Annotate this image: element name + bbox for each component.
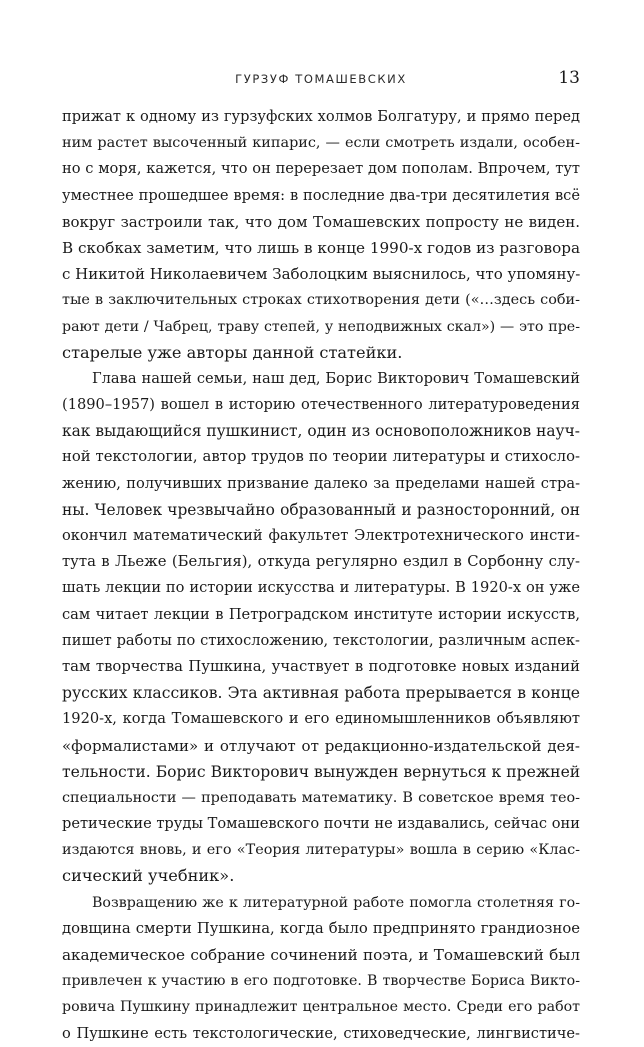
text-line: окончил математический факультет Электротехнического инсти- bbox=[62, 527, 580, 544]
text-line: тельности. Борис Викторович вынужден вернуться к прежней bbox=[62, 762, 581, 781]
text-line: жению, получивших призвание далеко за пределами нашей стра- bbox=[62, 474, 580, 492]
text-line: ретические труды Томашевского почти не издавались, сейчас они bbox=[62, 815, 580, 833]
text-line: с Никитой Николаевичем Заболоцким выяснилось, что упомяну- bbox=[62, 265, 581, 284]
text-line: рают дети / Чабрец, траву степей, у неподвижных скал») — это пре- bbox=[62, 318, 580, 335]
text-line: сический учебник». bbox=[62, 866, 235, 886]
text-line: Возвращению же к литературной работе помогла столетняя го- bbox=[92, 894, 580, 911]
paragraph-3 bbox=[62, 890, 580, 1047]
text-line: довщина смерти Пушкина, когда было предпринято грандиозное bbox=[62, 919, 580, 937]
running-title: ГУРЗУФ ТОМАШЕВСКИХ bbox=[235, 72, 407, 86]
text-line: В скобках заметим, что лишь в конце 1990-х годов из разговора bbox=[62, 238, 580, 257]
text-line: привлечен к участию в его подготовке. В творчестве Бориса Викто- bbox=[62, 973, 580, 990]
text-line: ровича Пушкину принадлежит центральное место. Среди его работ bbox=[62, 999, 580, 1016]
text-line: старелые уже авторы данной статейки. bbox=[62, 342, 403, 362]
text-line: (1890–1957) вошел в историю отечественного литературоведения bbox=[62, 396, 580, 414]
text-line: вокруг застроили так, что дом Томашевских попросту не виден. bbox=[62, 212, 580, 231]
text-line: как выдающийся пушкинист, один из основоположников науч- bbox=[62, 422, 580, 441]
text-line: специальности — преподавать математику. В советское время тео- bbox=[62, 789, 580, 806]
text-line: но с моря, кажется, что он перерезает дом пополам. Впрочем, тут bbox=[62, 160, 580, 178]
running-header bbox=[62, 70, 580, 90]
paragraph-2 bbox=[62, 366, 580, 890]
text-line: уместнее прошедшее время: в последние два-три десятилетия всё bbox=[62, 186, 580, 204]
text-line: ной текстологии, автор трудов по теории литературы и стихосло- bbox=[62, 448, 580, 466]
text-line: ны. Человек чрезвычайно образованный и разносторонний, он bbox=[62, 500, 580, 519]
paragraph-1 bbox=[62, 104, 580, 366]
text-line: «формалистами» и отлучают от редакционно-издательской дея- bbox=[62, 736, 580, 755]
text-line: пишет работы по стихосложению, текстологии, различным аспек- bbox=[62, 631, 580, 649]
text-line: академическое собрание сочинений поэта, и Томашевский был bbox=[62, 946, 580, 964]
text-line: ним растет высоченный кипарис, — если смотреть издали, особен- bbox=[62, 135, 580, 152]
text-line: тута в Льеже (Бельгия), откуда регулярно ездил в Сорбонну слу- bbox=[62, 553, 580, 571]
text-line: 1920-х, когда Томашевского и его единомышленников объявляют bbox=[62, 710, 580, 728]
body-text bbox=[62, 104, 580, 1047]
text-line: там творчества Пушкина, участвует в подготовке новых изданий bbox=[62, 657, 580, 675]
text-line: прижат к одному из гурзуфских холмов Болгатуру, и прямо перед bbox=[62, 108, 580, 125]
page-number: 13 bbox=[558, 68, 580, 88]
text-line: сам читает лекции в Петроградском институте истории искусств, bbox=[62, 605, 580, 623]
text-line: шать лекции по истории искусства и литературы. В 1920-х он уже bbox=[62, 579, 580, 597]
text-line: русских классиков. Эта активная работа прерывается в конце bbox=[62, 684, 580, 703]
text-line: о Пушкине есть текстологические, стиховедческие, лингвистиче- bbox=[62, 1024, 580, 1042]
text-line: тые в заключительных строках стихотворения дети («…здесь соби- bbox=[62, 292, 580, 309]
text-line: издаются вновь, и его «Теория литературы» вошла в серию «Клас- bbox=[62, 842, 580, 859]
text-line: Глава нашей семьи, наш дед, Борис Викторович Томашевский bbox=[92, 369, 580, 387]
